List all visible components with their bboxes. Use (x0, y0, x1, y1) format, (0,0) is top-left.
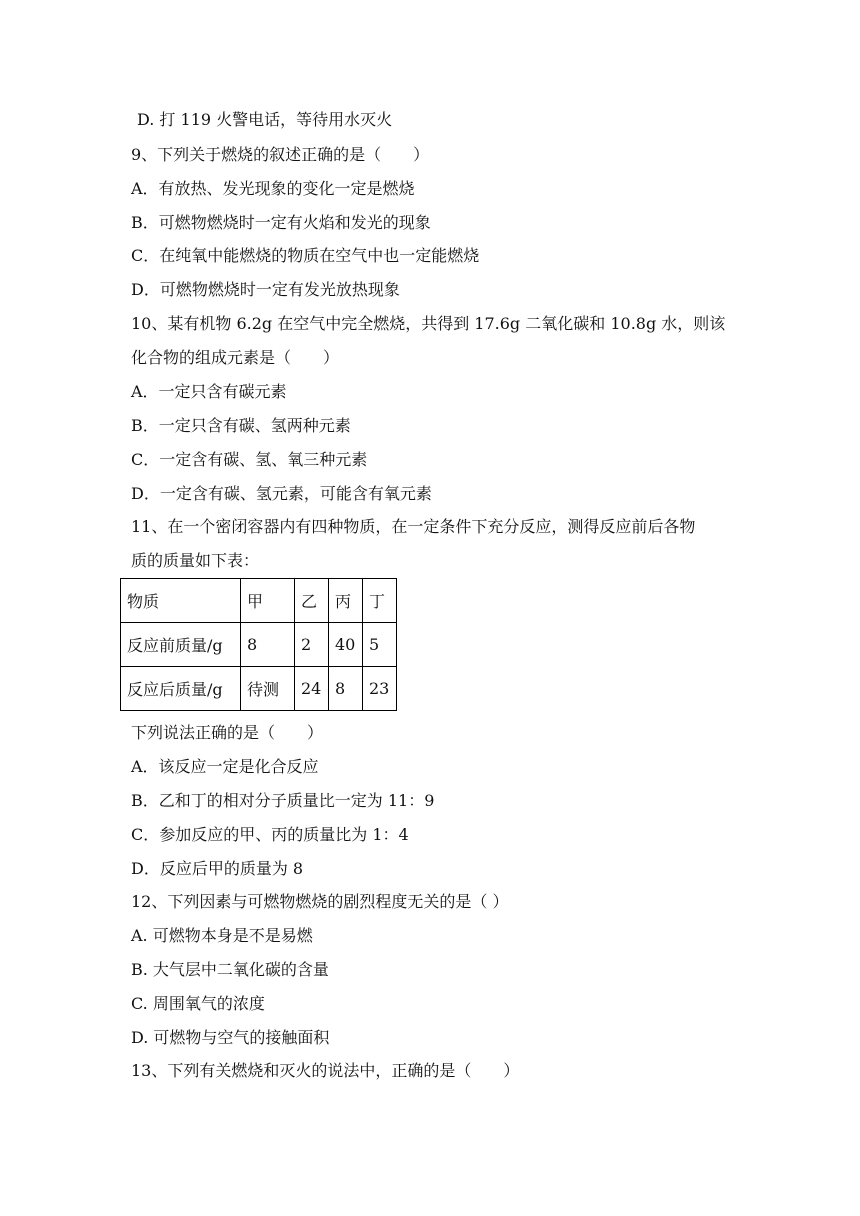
table-cell: 物质 (121, 579, 241, 623)
table-cell: 甲 (241, 579, 295, 623)
table-cell: 8 (329, 667, 363, 711)
mass-table (120, 578, 397, 711)
table-cell: 8 (241, 623, 295, 667)
q11-option-d: D．反应后甲的质量为 8 (131, 859, 304, 878)
q10-option-c: C．一定含有碳、氢、氧三种元素 (131, 450, 368, 469)
question-9: 9、下列关于燃烧的叙述正确的是（ ） (131, 145, 430, 164)
table-cell: 待测 (241, 667, 295, 711)
table-cell: 2 (295, 623, 329, 667)
table-cell: 丙 (329, 579, 363, 623)
table-cell: 23 (363, 667, 397, 711)
q9-option-b: B．可燃物燃烧时一定有火焰和发光的现象 (131, 213, 431, 232)
question-11-line-2: 质的质量如下表： (131, 551, 260, 570)
q12-option-c: C. 周围氧气的浓度 (131, 994, 265, 1013)
question-12: 12、下列因素与可燃物燃烧的剧烈程度无关的是（ ） (131, 892, 509, 911)
table-row (121, 667, 397, 711)
q10-option-d: D．一定含有碳、氢元素，可能含有氧元素 (131, 484, 432, 503)
table-cell: 反应后质量/g (121, 667, 241, 711)
table-cell: 40 (329, 623, 363, 667)
table-cell: 反应前质量/g (121, 623, 241, 667)
q10-option-b: B．一定只含有碳、氢两种元素 (131, 416, 351, 435)
q11-option-c: C．参加反应的甲、丙的质量比为 1：4 (131, 825, 409, 844)
table-cell: 5 (363, 623, 397, 667)
q12-option-b: B. 大气层中二氧化碳的含量 (131, 960, 329, 979)
q11-option-a: A．该反应一定是化合反应 (131, 757, 319, 776)
q11-option-b: B．乙和丁的相对分子质量比一定为 11：9 (131, 791, 435, 810)
question-11-line-1: 11、在一个密闭容器内有四种物质，在一定条件下充分反应，测得反应前后各物 (131, 517, 696, 536)
q9-option-d: D．可燃物燃烧时一定有发光放热现象 (131, 280, 400, 299)
q10-option-a: A．一定只含有碳元素 (131, 382, 287, 401)
table-row (121, 623, 397, 667)
table-cell: 乙 (295, 579, 329, 623)
q9-option-c: C．在纯氧中能燃烧的物质在空气中也一定能燃烧 (131, 246, 480, 265)
question-11-prompt: 下列说法正确的是（ ） (131, 723, 324, 742)
table-row (121, 579, 397, 623)
q12-option-d: D. 可燃物与空气的接触面积 (131, 1028, 330, 1047)
question-10-line-1: 10、某有机物 6.2g 在空气中完全燃烧，共得到 17.6g 二氧化碳和 10.8g 水，则该 (131, 314, 726, 333)
q9-option-a: A．有放热、发光现象的变化一定是燃烧 (131, 179, 415, 198)
table-cell: 丁 (363, 579, 397, 623)
question-13: 13、下列有关燃烧和灭火的说法中，正确的是（ ） (131, 1061, 520, 1080)
table-cell: 24 (295, 667, 329, 711)
question-10-line-2: 化合物的组成元素是（ ） (131, 348, 340, 367)
option-d-q8: D. 打 119 火警电话，等待用水灭火 (137, 110, 393, 129)
q12-option-a: A. 可燃物本身是不是易燃 (131, 926, 313, 945)
